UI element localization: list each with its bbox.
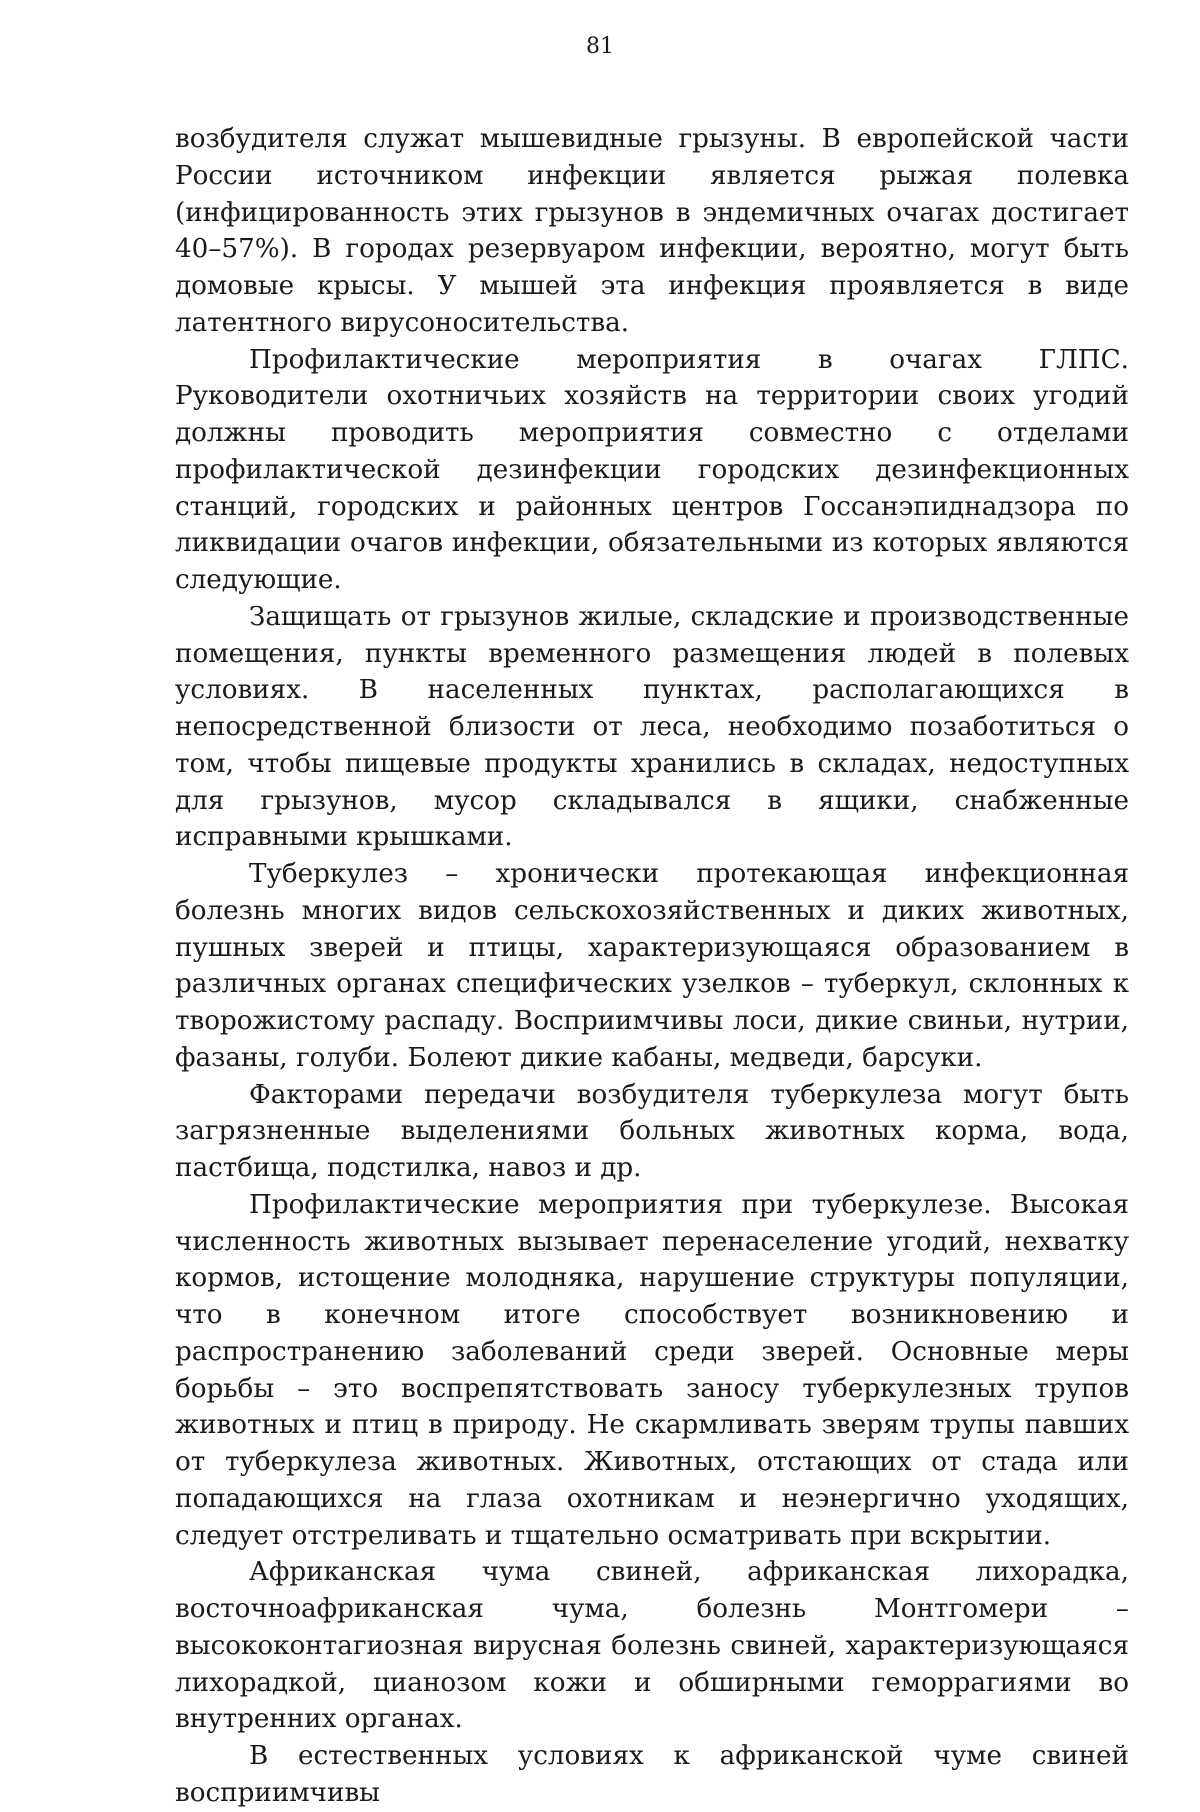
paragraph-tuberculosis-transmission: Факторами передачи возбудителя туберкулеза могут быть загрязненные выделениями больных животных корма, вода, пастбища, подстилка, навоз и др. [175,1079,1129,1183]
paragraph-tuberculosis-prevention: Профилактические мероприятия при туберкулезе. Высокая численность животных вызывает перенаселение угодий, нехватку кормов, истощение молодняка, нарушение структуры популяции, что в конечном итоге способствует возникновению и распространению заболеваний среди зверей. Основные меры борьбы – это воспрепятствовать заносу туберкулезных трупов животных и птиц в природу. Не скармливать зверям трупы павших от туберкулеза животных. Животных, отстающих от стада или попадающихся на глаза охотникам и неэнергично уходящих, следует отстреливать и тщательно осматривать при вскрытии. [175,1189,1129,1551]
page-number: 81 [586,34,614,59]
paragraph-african-swine-fever: Африканская чума свиней, африканская лихорадка, восточноафриканская чума, болезнь Монтгомери – высококонтагиозная вирусная болезнь свиней, характеризующаяся лихорадкой, цианозом кожи и обширными геморрагиями во внутренних органах. [175,1557,1129,1735]
paragraph-rodent-protection: Защищать от грызунов жилые, складские и производственные помещения, пункты временного размещения людей в полевых условиях. В населенных пунктах, располагающихся в непосредственной близости от леса, необходимо позаботиться о том, чтобы пищевые продукты хранились в складах, недоступных для грызунов, мусор складывался в ящики, снабженные исправными крышками. [175,601,1129,853]
paragraph-asf-susceptibility: В естественных условиях к африканской чуме свиней восприимчивы [175,1741,1129,1808]
paragraph-tuberculosis-definition: Туберкулез – хронически протекающая инфекционная болезнь многих видов сельскохозяйственных и диких животных, пушных зверей и птицы, характеризующаяся образованием в различных органах специфических узелков – туберкул, склонных к творожистому распаду. Восприимчивы лоси, дикие свиньи, нутрии, фазаны, голуби. Болеют дикие кабаны, медведи, барсуки. [175,859,1129,1073]
paragraph-glps-prevention: Профилактические мероприятия в очагах ГЛПС. Руководители охотничьих хозяйств на территории своих угодий должны проводить мероприятия совместно с отделами профилактической дезинфекции городских дезинфекционных станций, городских и районных центров Госсанэпиднадзора по ликвидации очагов инфекции, обязательными из которых являются следующие. [175,344,1129,595]
paragraph-continuation-rodents: возбудителя служат мышевидные грызуны. В европейской части России источником инфекции является рыжая полевка (инфицированность этих грызунов в эндемичных очагах достигает 40–57%). В городах резервуаром инфекции, вероятно, могут быть домовые крысы. У мышей эта инфекция проявляется в виде латентного вирусоносительства. [175,124,1129,338]
page-body [175,121,1129,1812]
